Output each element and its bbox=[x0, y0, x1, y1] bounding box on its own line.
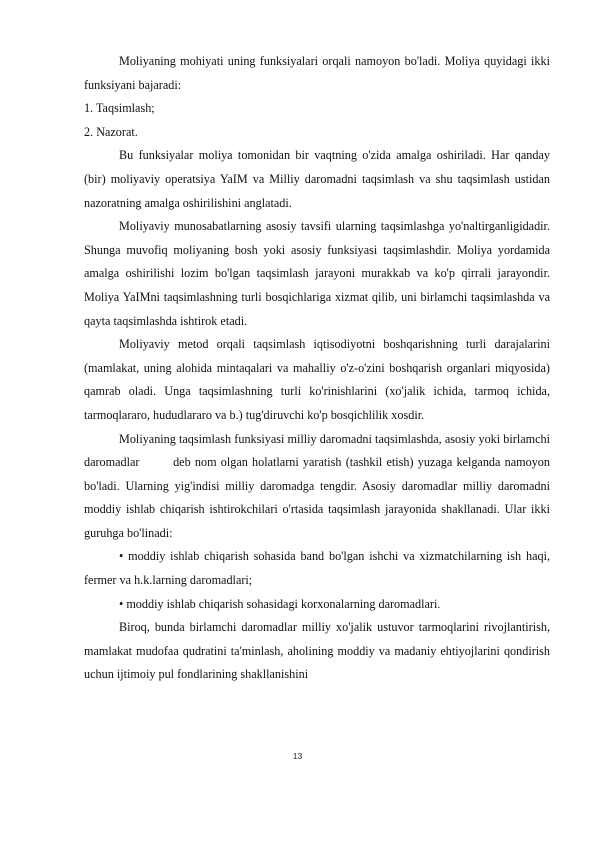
paragraph: Biroq, bunda birlamchi daromadlar milliy xo'jalik ustuvor tarmoqlarini rivojlantirish, mamlakat mudofaa qudratini ta'minlash, aholining moddiy va madaniy ehtiyojlarini qondirish uchun ijtimoiy pul fondlarining shakllanishini bbox=[84, 620, 550, 682]
paragraph: Moliyaning taqsimlash funksiyasi milliy daromadni taqsimlashda, asosiy yoki birlamchi daromadlar deb nom olgan holatlarni yaratish (tashkil etish) yuzaga kelganda namoyon bo'ladi. Ularning yig'indisi milliy daromadga tengdir. Asosiy daromadlar milliy daromadni moddiy ishlab chiqarish ishtirokchilari o'rtasida taqsimlash jarayonida shakllanadi. Ular ikki guruhga bo'linadi: bbox=[84, 431, 554, 540]
paragraph: Moliyaviy metod orqali taqsimlash iqtisodiyotni boshqarishning turli darajalarini (mamlakat, uning alohida mintaqalari va mahalliy o'z-o'zini boshqarish organlari miqyosida) qamrab oladi. Unga taqsimlashning turli ko'rinishlarini (xo'jalik ichida, tarmoq ichida, tarmoqlararo, hududlararo va b.) tug'diruvchi ko'p bosqichlilik xosdir. bbox=[84, 337, 550, 422]
bullet-item: • moddiy ishlab chiqarish sohasidagi korxonalarning daromadlari. bbox=[119, 596, 441, 611]
list-item-1: 1. Taqsimlash; bbox=[84, 101, 155, 116]
paragraph: Moliyaviy munosabatlarning asosiy tavsifi ularning taqsimlashga yo'naltirganligidadir. Shunga muvofiq moliyaning bosh yoki asosiy funksiyasi taqsimlashdir. Moliya yordamida amalga oshirilishi lozim bo'lgan taqsimlash jarayoni murakkab va ko'p qirrali jarayondir. Moliya YaIMni taqsimlashning turli bosqichlariga xizmat qilib, uni birlamchi taqsimlashda va qayta taqsimlashda ishtirok etadi. bbox=[84, 219, 550, 328]
list-item-2: 2. Nazorat. bbox=[84, 124, 138, 139]
paragraph: Bu funksiyalar moliya tomonidan bir vaqtning o'zida amalga oshiriladi. Har qanday (bir) moliyaviy operatsiya YaIM va Milliy daromadni taqsimlash va shu taqsimlash ustidan nazoratning amalga oshirilishini anglatadi. bbox=[84, 148, 550, 210]
bullet-item: • moddiy ishlab chiqarish sohasida band bo'lgan ishchi va xizmatchilarning ish haqi, fermer va h.k.larning daromadlari; bbox=[84, 549, 550, 588]
body-text bbox=[84, 50, 554, 687]
paragraph-intro: Moliyaning mohiyati uning funksiyalari orqali namoyon bo'ladi. Moliya quyidagi ikki funksiyani bajaradi: bbox=[84, 54, 550, 92]
page-number: 13 bbox=[292, 751, 303, 761]
